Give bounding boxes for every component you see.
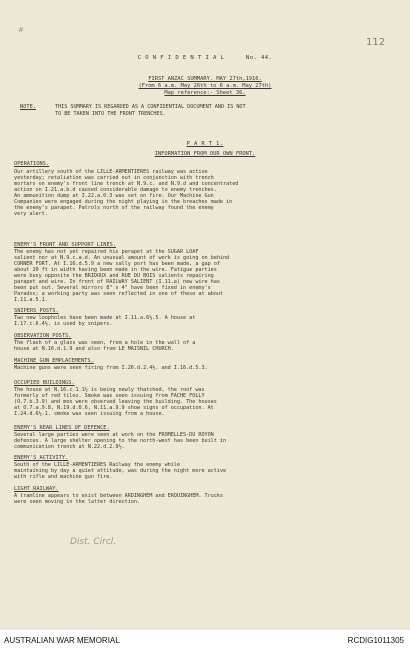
section-line: communication trench at N.22.d.2.9½. bbox=[14, 444, 125, 450]
section-heading: OBSERVATION POSTS. bbox=[14, 333, 72, 339]
section-line: at O.7.a.9.8, N.19.d.0.6, N.11.a.9.9 show signs of occupation. At bbox=[14, 405, 214, 411]
note-line: THIS SUMMARY IS REGARDED AS A CONFIDENTIAL DOCUMENT AND IS NOT bbox=[55, 104, 246, 110]
section-line: the enemy's parapet. Patrols north of the railway found the enemy bbox=[14, 205, 214, 211]
section-line: action on I.21.a.b.d caused considerable damage to enemy trenches. bbox=[14, 187, 217, 193]
section-line: parapet and wire. In front of RAILWAY SALIENT (I.11.a) new wire has bbox=[14, 279, 220, 285]
note-label: NOTE. bbox=[20, 104, 36, 110]
classification: C O N F I D E N T I A L bbox=[137, 55, 225, 61]
summary-period: (From 6 a.m. May 26th to 6 a.m. May 27th) bbox=[138, 83, 272, 89]
section-line: yesterday; retaliation was carried out in conjunction with trench bbox=[14, 175, 214, 181]
section-line: were seen moving in the latter direction. bbox=[14, 499, 140, 505]
document-number: No. 44. bbox=[245, 55, 273, 61]
section-line: An ammunition dump at I.22.a.0.3 was set on fire. Our Machine Gun bbox=[14, 193, 214, 199]
part-subtitle: INFORMATION FROM OUR OWN FRONT. bbox=[154, 151, 256, 157]
classification-line bbox=[0, 55, 410, 61]
section-heading: LIGHT RAILWAY. bbox=[14, 486, 59, 492]
section-line: with rifle and machine gun fire. bbox=[14, 474, 113, 480]
section-heading: ENEMY'S ACTIVITY. bbox=[14, 455, 69, 461]
footer-institution: AUSTRALIAN WAR MEMORIAL bbox=[4, 636, 120, 645]
section-line: Our artillery south of the LILLE-ARMENTIERES railway was active bbox=[14, 169, 208, 175]
footer-catalogue-id: RCDIG1011305 bbox=[347, 636, 404, 645]
section-line: The house at N.16.c.1.1½ is being newly thatched, the roof was bbox=[14, 387, 205, 393]
section-line: Machine guns were seen firing from I.26.d.2.4½. and I.16.d.5.3. bbox=[14, 365, 208, 371]
pencil-annotation: Dist. Circl. bbox=[70, 537, 117, 547]
section-line: maintaining by day a quiet attitude, was during the night more active bbox=[14, 468, 227, 474]
part-title: P A R T 1. bbox=[186, 141, 224, 147]
section-line: Several large parties were seen at work on the FROMELLES-DU ROYON bbox=[14, 432, 214, 438]
section-line: CORNER FORT. At I.16.d.5.9 a new sally port has been made, a gap of bbox=[14, 261, 220, 267]
section-line: were busy opposite the BRIDOUX and RUE DU BOIS salients repairing bbox=[14, 273, 214, 279]
section-line: The flash of a glass was seen, from a hole in the wall of a bbox=[14, 340, 196, 346]
note-line: TO BE TAKEN INTO THE FRONT TRENCHES. bbox=[55, 111, 166, 117]
section-line: Parados; a working party was seen reflected in one of these at about bbox=[14, 291, 223, 297]
section-line: mortars on enemy's front line trench at N.9.c. and N.9.d and concentrated bbox=[14, 181, 239, 187]
section-line: very alert. bbox=[14, 211, 48, 217]
section-heading: ENEMY'S REAR LINES OF DEFENCE. bbox=[14, 425, 110, 431]
section-heading: OPERATIONS. bbox=[14, 161, 50, 167]
section-line: I.17.c.6.4½. is used by snipers. bbox=[14, 321, 113, 327]
section-heading: MACHINE GUN EMPLACEMENTS. bbox=[14, 358, 94, 364]
section-heading: OCCUPIED BUILDINGS. bbox=[14, 380, 75, 386]
summary-title: FIRST ANZAC SUMMARY. MAY 27th,1916. bbox=[148, 76, 262, 82]
section-line: salient nor at N.9.c.a.d. An unusual amount of work is going on behind bbox=[14, 255, 230, 261]
section-line: defences. A large shelter opening to the north-west has been built in bbox=[14, 438, 227, 444]
section-heading: ENEMY'S FRONT AND SUPPORT LINES. bbox=[14, 242, 117, 248]
section-line: been put out. Several mirrors 8" x 4" have been fixed in enemy's bbox=[14, 285, 211, 291]
corner-pencil-mark: # bbox=[18, 26, 24, 34]
section-line: formerly of red tiles. Smoke was seen issuing from FACHE FOLLY bbox=[14, 393, 205, 399]
section-line: South of the LILLE-ARMENTIERES Railway the enemy while bbox=[14, 462, 180, 468]
section-line: (O.7.b.3.9) and men were observed leaving the building. The houses bbox=[14, 399, 217, 405]
section-line: I.11.a.5.1. bbox=[14, 297, 48, 303]
section-line: I.24.d.6½.1. smoke was seen issuing from a house. bbox=[14, 411, 165, 417]
section-line: about 20 ft in width having been made in the wire. Fatigue parties bbox=[14, 267, 217, 273]
section-line: Two new loopholes have been made at I.11.a.6½.5. A house at bbox=[14, 315, 196, 321]
page-number: 112 bbox=[366, 37, 386, 48]
section-line: A tramline appears to exist between ARDINGHEM and ERQUINGHEM. Trucks bbox=[14, 493, 223, 499]
section-heading: SNIPERS POSTS. bbox=[14, 308, 59, 314]
section-line: house at N.16.d.1.9 and also from LE MAISNIL CHURCH. bbox=[14, 346, 174, 352]
map-reference: Map reference:- Sheet 36. bbox=[164, 90, 246, 96]
section-line: Companies were engaged during the night playing in the breaches made in bbox=[14, 199, 233, 205]
section-line: The enemy has not yet repaired his parapet at the SUGAR LOAF bbox=[14, 249, 199, 255]
